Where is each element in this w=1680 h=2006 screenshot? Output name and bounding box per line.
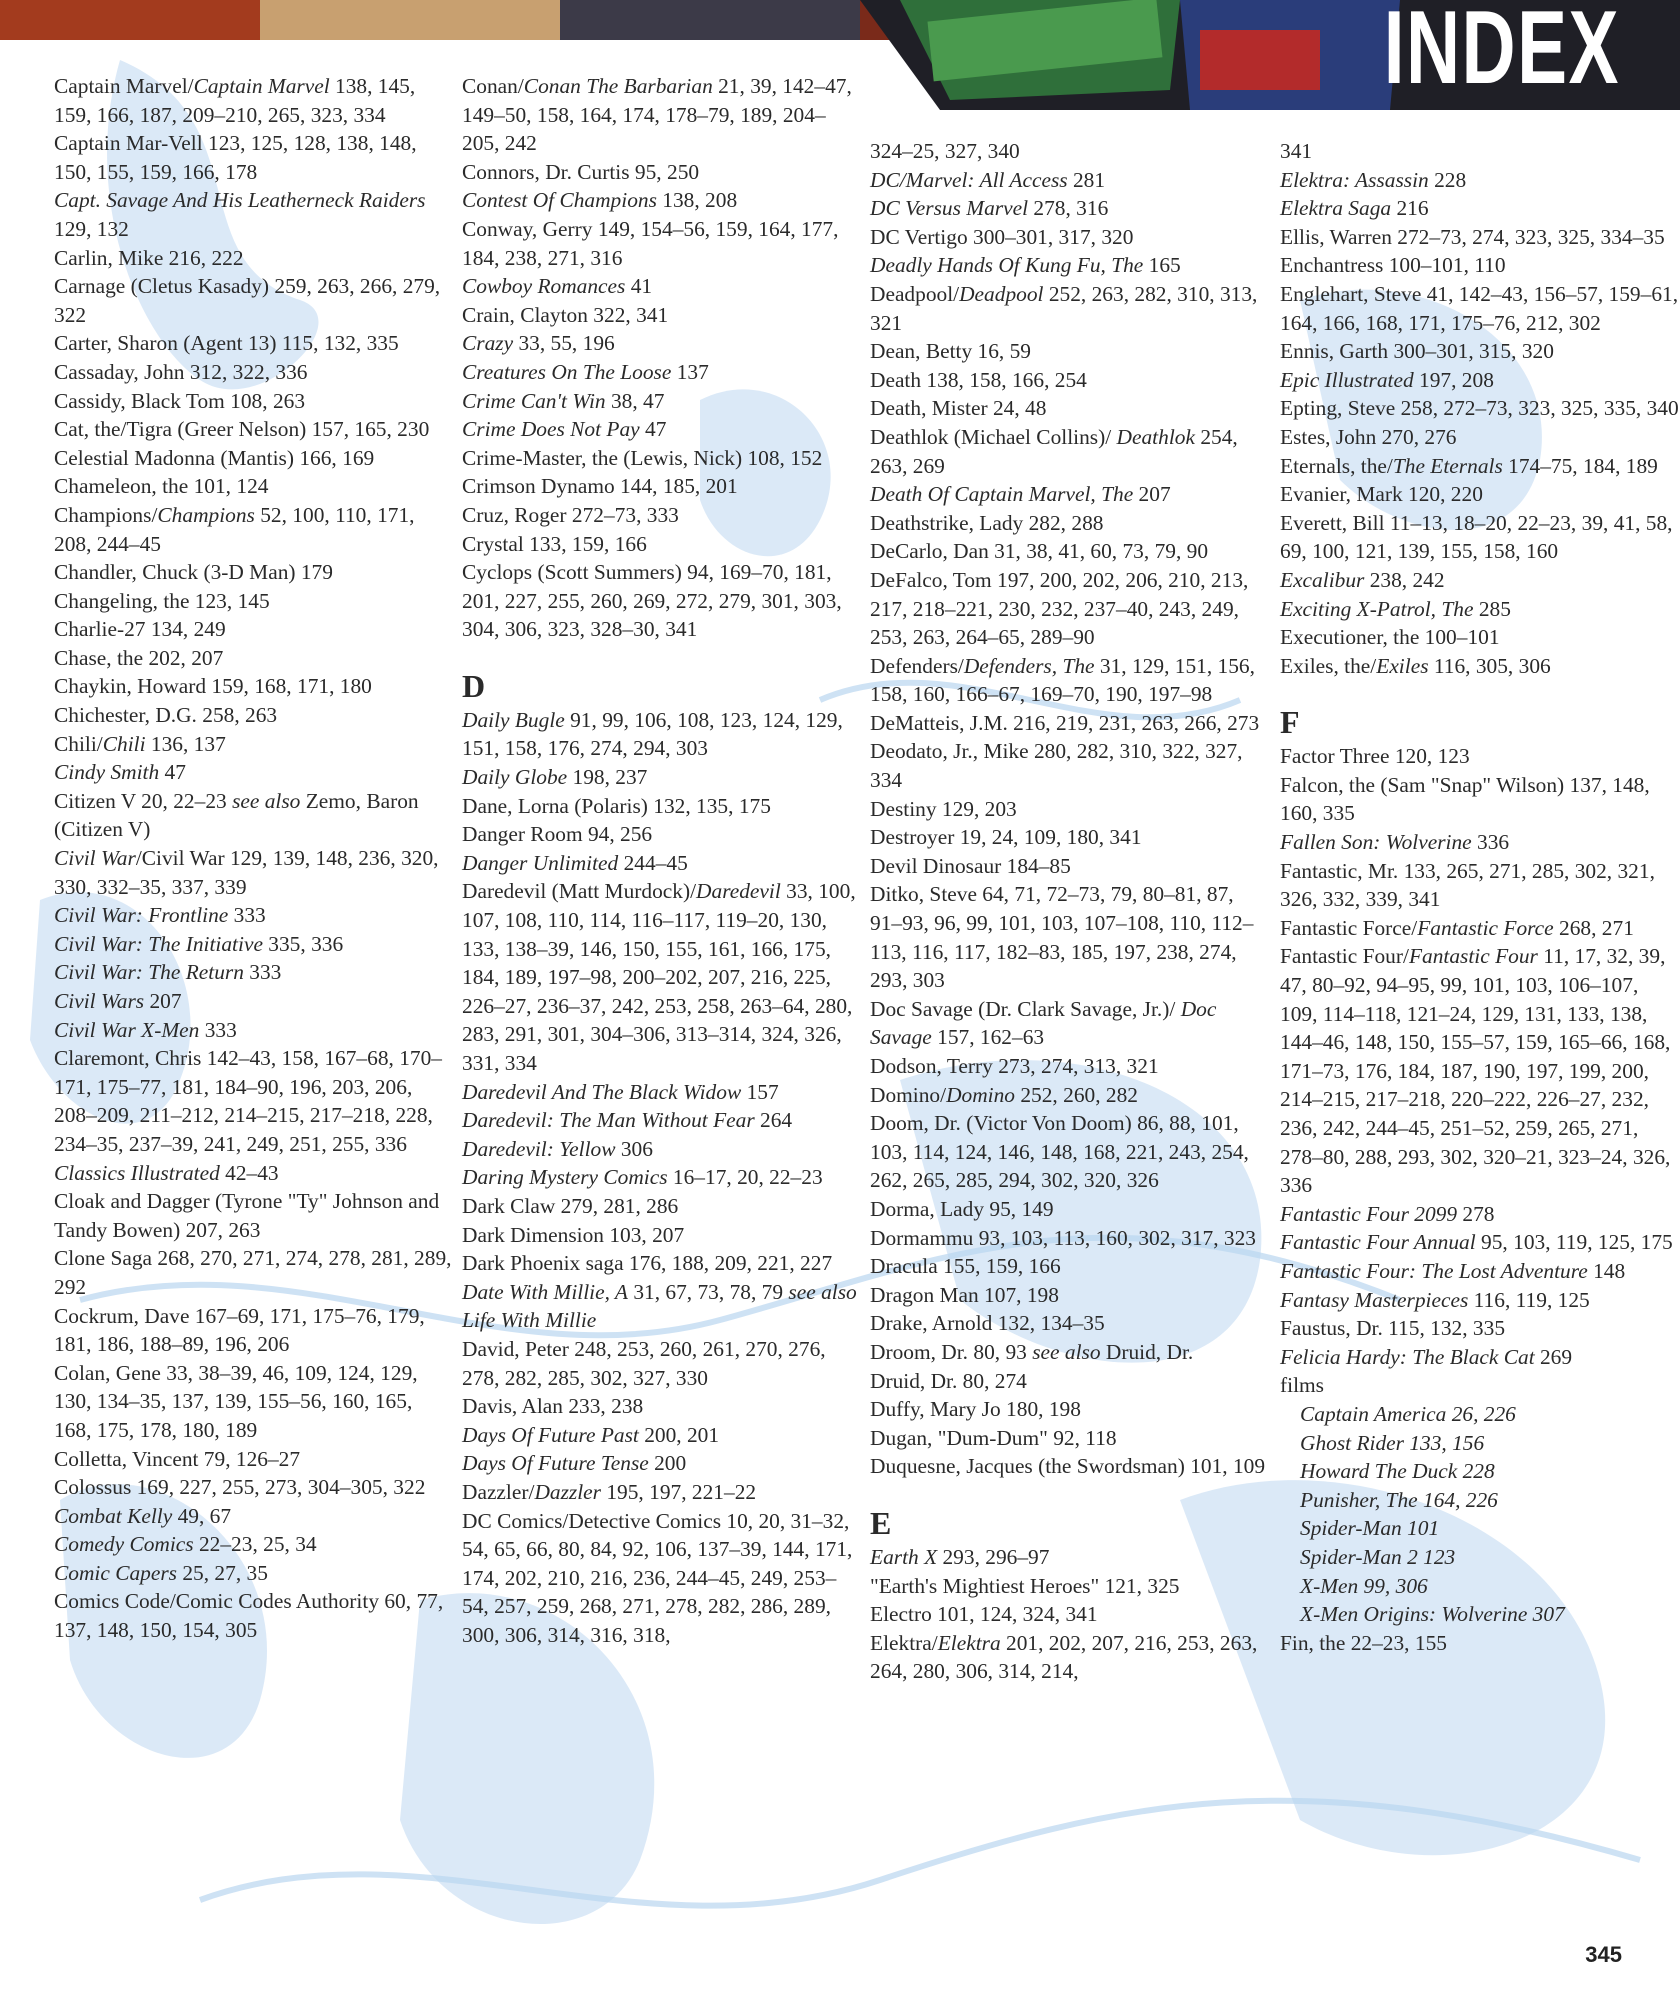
index-entry: Fantastic Force/Fantastic Force 268, 271 — [1280, 915, 1634, 940]
index-entry: Faustus, Dr. 115, 132, 335 — [1280, 1316, 1506, 1341]
index-entry: Falcon, the (Sam "Snap" Wilson) 137, 148, 160, 335 — [1280, 772, 1650, 826]
index-entry: Drake, Arnold 132, 134–35 — [870, 1311, 1105, 1336]
index-column-3 — [870, 137, 1270, 1686]
index-entry: Celestial Madonna (Mantis) 166, 169 — [54, 445, 375, 470]
index-entry: Elektra Saga 216 — [1280, 196, 1429, 221]
index-entry: Civil War: The Initiative 335, 336 — [54, 931, 344, 956]
index-entry: Colossus 169, 227, 255, 273, 304–305, 322 — [54, 1475, 426, 1500]
index-entry: Doom, Dr. (Victor Von Doom) 86, 88, 101, 103, 114, 124, 146, 148, 168, 221, 243, 254, 262, 265, 285, 294, 302, 320, 326 — [870, 1111, 1249, 1193]
section-letter: D — [462, 667, 486, 704]
index-entry: X-Men Origins: Wolverine 307 — [1300, 1602, 1565, 1627]
index-entry: Champions/Champions 52, 100, 110, 171, 208, 244–45 — [54, 502, 415, 556]
index-entry: Electro 101, 124, 324, 341 — [870, 1602, 1098, 1627]
index-entry: Cassidy, Black Tom 108, 263 — [54, 388, 306, 413]
index-entry: Spider-Man 101 — [1300, 1516, 1440, 1541]
index-entry: Danger Unlimited 244–45 — [462, 850, 688, 875]
index-entry: Crazy 33, 55, 196 — [462, 331, 615, 356]
index-entry: Dormammu 93, 103, 113, 160, 302, 317, 323 — [870, 1225, 1257, 1250]
index-entry: Cat, the/Tigra (Greer Nelson) 157, 165, 230 — [54, 417, 430, 442]
index-entry: Danger Room 94, 256 — [462, 822, 653, 847]
index-entry: Daredevil (Matt Murdock)/Daredevil 33, 100, 107, 108, 110, 114, 116–117, 119–20, 130, 133, 138–39, 146, 150, 155, 161, 166, 175, 184, 189, 197–98, 200–202, 207, 216, 225, 226–27, 236–37, 242, 253, 258, 263–64, 280, 283, 291, 301, 304–306, 313–314, 324, 326, 331, 334 — [462, 879, 856, 1075]
index-entry: Daredevil: Yellow 306 — [462, 1136, 653, 1161]
page-number: 345 — [1585, 1942, 1622, 1967]
section-letter: F — [1280, 704, 1300, 741]
index-entry: Creatures On The Loose 137 — [462, 359, 709, 384]
index-entry: Days Of Future Tense 200 — [462, 1451, 687, 1476]
index-entry: Felicia Hardy: The Black Cat 269 — [1280, 1344, 1573, 1369]
index-entry: Dean, Betty 16, 59 — [870, 339, 1031, 364]
index-entry: Cassaday, John 312, 322, 336 — [54, 359, 308, 384]
index-entry: Deathstrike, Lady 282, 288 — [870, 510, 1104, 535]
index-entry: Chase, the 202, 207 — [54, 645, 224, 670]
index-entry: Exiles, the/Exiles 116, 305, 306 — [1280, 653, 1551, 678]
index-entry: Daily Bugle 91, 99, 106, 108, 123, 124, 129, 151, 158, 176, 274, 294, 303 — [462, 707, 843, 761]
index-entry: Cowboy Romances 41 — [462, 274, 653, 299]
index-entry: Crime Does Not Pay 47 — [462, 417, 667, 442]
index-entry: Carnage (Cletus Kasady) 259, 263, 266, 279, 322 — [54, 274, 441, 327]
section-letter: E — [870, 1504, 892, 1541]
index-entry: DC Vertigo 300–301, 317, 320 — [870, 224, 1134, 249]
index-entry: David, Peter 248, 253, 260, 261, 270, 276, 278, 282, 285, 302, 327, 330 — [462, 1336, 826, 1390]
index-entry: Epting, Steve 258, 272–73, 323, 325, 335, 340 — [1280, 396, 1679, 421]
index-entry: Dorma, Lady 95, 149 — [870, 1196, 1054, 1221]
index-entry: Estes, John 270, 276 — [1280, 424, 1457, 449]
page-title: INDEX — [1383, 0, 1620, 106]
index-entry: Daredevil: The Man Without Fear 264 — [462, 1108, 793, 1133]
index-entry: DC/Marvel: All Access 281 — [870, 167, 1106, 192]
index-entry: Ditko, Steve 64, 71, 72–73, 79, 80–81, 87, 91–93, 96, 99, 101, 103, 107–108, 110, 112–113, 116, 117, 182–83, 185, 197, 238, 274, 293, 303 — [870, 882, 1254, 993]
index-entry: Fantastic Four/Fantastic Four 11, 17, 32, 39, 47, 80–92, 94–95, 99, 101, 103, 106–107, 109, 114–118, 121–24, 129, 131, 133, 138, 144–46, 148, 150, 155–57, 159, 165–66, 168, 171–73, 176, 184, 187, 190, 197, 199, 200, 214–215, 217–218, 220–222, 226–27, 232, 236, 242, 244–45, 251–52, 259, 265, 271, 278–80, 288, 293, 302, 320–21, 323–24, 326, 336 — [1280, 944, 1671, 1198]
index-column-1 — [54, 72, 454, 1645]
index-entry: Cruz, Roger 272–73, 333 — [462, 502, 679, 527]
index-entry: Fantastic, Mr. 133, 265, 271, 285, 302, 321, 326, 332, 339, 341 — [1280, 858, 1655, 912]
index-entry: Fin, the 22–23, 155 — [1280, 1630, 1447, 1655]
index-entry: Carter, Sharon (Agent 13) 115, 132, 335 — [54, 331, 399, 356]
index-entry: Capt. Savage And His Leatherneck Raiders 129, 132 — [54, 188, 426, 241]
index-entry: "Earth's Mightiest Heroes" 121, 325 — [870, 1573, 1180, 1598]
index-entry: 341 — [1280, 139, 1313, 163]
index-entry: Destroyer 19, 24, 109, 180, 341 — [870, 825, 1142, 850]
index-entry: 324–25, 327, 340 — [870, 139, 1020, 163]
index-entry: Crain, Clayton 322, 341 — [462, 302, 669, 327]
index-entry: Ennis, Garth 300–301, 315, 320 — [1280, 339, 1554, 364]
index-entry: Daredevil And The Black Widow 157 — [462, 1079, 779, 1104]
index-entry: Exciting X-Patrol, The 285 — [1280, 596, 1511, 621]
index-entry: DC Comics/Detective Comics 10, 20, 31–32, 54, 65, 66, 80, 84, 92, 106, 137–39, 144, 171, 174, 202, 210, 216, 236, 244–45, 249, 253–54, 257, 259, 268, 271, 278, 282, 286, 289, 300, 306, 314, 316, 318, — [462, 1508, 853, 1647]
index-entry: Chaykin, Howard 159, 168, 171, 180 — [54, 674, 372, 699]
index-entry: Dracula 155, 159, 166 — [870, 1254, 1061, 1279]
index-entry: Druid, Dr. 80, 274 — [870, 1368, 1027, 1393]
index-entry: Everett, Bill 11–13, 18–20, 22–23, 39, 41, 58, 69, 100, 121, 139, 155, 158, 160 — [1280, 510, 1673, 564]
index-column-4 — [1280, 137, 1680, 1657]
index-entry: Devil Dinosaur 184–85 — [870, 853, 1071, 878]
index-entry: Carlin, Mike 216, 222 — [54, 245, 244, 270]
index-entry: DeMatteis, J.M. 216, 219, 231, 263, 266, 273 — [870, 710, 1260, 735]
index-entry: Death 138, 158, 166, 254 — [870, 367, 1087, 392]
index-entry: Dark Dimension 103, 207 — [462, 1222, 685, 1247]
index-entry: Death Of Captain Marvel, The 207 — [870, 482, 1171, 507]
index-entry: Punisher, The 164, 226 — [1300, 1487, 1498, 1512]
index-entry: Eternals, the/The Eternals 174–75, 184, 189 — [1280, 453, 1658, 478]
index-entry: Fantastic Four Annual 95, 103, 119, 125, 175 — [1280, 1230, 1673, 1255]
index-entry: Englehart, Steve 41, 142–43, 156–57, 159–61, 164, 166, 168, 171, 175–76, 212, 302 — [1280, 281, 1679, 335]
index-entry: Daily Globe 198, 237 — [462, 765, 648, 790]
index-entry: Dark Phoenix saga 176, 188, 209, 221, 227 — [462, 1251, 833, 1276]
index-entry: Comics Code/Comic Codes Authority 60, 77, 137, 148, 150, 154, 305 — [54, 1589, 444, 1643]
index-entry: Contest Of Champions 138, 208 — [462, 188, 738, 213]
index-entry: Citizen V 20, 22–23 see also Zemo, Baron (Citizen V) — [54, 788, 419, 842]
index-entry: Date With Millie, A 31, 67, 73, 78, 79 see also Life With Millie — [462, 1279, 857, 1333]
index-entry: Civil Wars 207 — [54, 989, 182, 1013]
index-entry: Deodato, Jr., Mike 280, 282, 310, 322, 327, 334 — [870, 739, 1243, 793]
index-entry: Civil War X-Men 333 — [54, 1017, 237, 1042]
index-entry: Combat Kelly 49, 67 — [54, 1503, 232, 1528]
index-entry: Dane, Lorna (Polaris) 132, 135, 175 — [462, 793, 771, 818]
index-entry: Executioner, the 100–101 — [1280, 625, 1500, 650]
index-entry: Defenders/Defenders, The 31, 129, 151, 156, 158, 160, 166–67, 169–70, 190, 197–98 — [870, 653, 1255, 707]
index-entry: Dugan, "Dum-Dum" 92, 118 — [870, 1425, 1117, 1450]
index-entry: Civil War: Frontline 333 — [54, 903, 266, 928]
index-entry: Fallen Son: Wolverine 336 — [1280, 830, 1510, 855]
index-entry: Crime-Master, the (Lewis, Nick) 108, 152 — [462, 445, 823, 470]
index-entry: Charlie-27 134, 249 — [54, 617, 226, 642]
index-entry: Factor Three 120, 123 — [1280, 744, 1470, 769]
index-entry: Crystal 133, 159, 166 — [462, 531, 647, 556]
index-entry: Epic Illustrated 197, 208 — [1280, 367, 1494, 392]
index-entry: Crimson Dynamo 144, 185, 201 — [462, 474, 738, 499]
index-entry: Comic Capers 25, 27, 35 — [54, 1560, 268, 1585]
index-entry: Deadpool/Deadpool 252, 263, 282, 310, 313, 321 — [870, 281, 1258, 335]
index-entry: Cockrum, Dave 167–69, 171, 175–76, 179, 181, 186, 188–89, 196, 206 — [54, 1303, 425, 1357]
index-entry: Duffy, Mary Jo 180, 198 — [870, 1397, 1081, 1422]
index-entry: Elektra/Elektra 201, 202, 207, 216, 253, 263, 264, 280, 306, 314, 214, — [870, 1630, 1258, 1684]
index-entry: Colan, Gene 33, 38–39, 46, 109, 124, 129, 130, 134–35, 137, 139, 155–56, 160, 165, 168, 175, 178, 180, 189 — [54, 1360, 418, 1442]
index-entry: films — [1280, 1373, 1324, 1398]
index-entry: Enchantress 100–101, 110 — [1280, 253, 1506, 278]
index-entry: Captain America 26, 226 — [1300, 1401, 1516, 1426]
index-entry: Days Of Future Past 200, 201 — [462, 1422, 720, 1447]
index-entry: Duquesne, Jacques (the Swordsman) 101, 109 — [870, 1454, 1266, 1479]
index-entry: Changeling, the 123, 145 — [54, 588, 270, 613]
index-entry: Death, Mister 24, 48 — [870, 396, 1047, 421]
index-entry: Clone Saga 268, 270, 271, 274, 278, 281, 289, 292 — [54, 1246, 452, 1299]
index-entry: Excalibur 238, 242 — [1280, 567, 1445, 592]
index-column-2 — [462, 72, 862, 1649]
index-entry: Cloak and Dagger (Tyrone "Ty" Johnson and Tandy Bowen) 207, 263 — [54, 1189, 440, 1242]
index-entry: Claremont, Chris 142–43, 158, 167–68, 170–171, 175–77, 181, 184–90, 196, 203, 206, 208–209, 211–212, 214–215, 217–218, 228, 234–35, 237–39, 241, 249, 251, 255, 336 — [54, 1046, 442, 1156]
index-entry: Deadly Hands Of Kung Fu, The 165 — [870, 253, 1181, 278]
index-entry: Colletta, Vincent 79, 126–27 — [54, 1446, 301, 1471]
index-entry: Evanier, Mark 120, 220 — [1280, 482, 1483, 507]
index-entry: Howard The Duck 228 — [1300, 1459, 1495, 1484]
index-entry: DeFalco, Tom 197, 200, 202, 206, 210, 213, 217, 218–221, 230, 232, 237–40, 243, 249, 253, 263, 264–65, 289–90 — [870, 567, 1249, 650]
index-entry: Chameleon, the 101, 124 — [54, 474, 269, 499]
index-entry: Dazzler/Dazzler 195, 197, 221–22 — [462, 1479, 757, 1504]
index-entry: Civil War: The Return 333 — [54, 960, 282, 985]
index-entry: X-Men 99, 306 — [1300, 1573, 1428, 1598]
index-entry: Civil War/Civil War 129, 139, 148, 236, 320, 330, 332–35, 337, 339 — [54, 846, 439, 899]
index-entry: Captain Mar-Vell 123, 125, 128, 138, 148, 150, 155, 159, 166, 178 — [54, 131, 417, 184]
index-entry: Fantastic Four: The Lost Adventure 148 — [1280, 1258, 1626, 1283]
index-entry: Destiny 129, 203 — [870, 796, 1017, 821]
index-entry: Crime Can't Win 38, 47 — [462, 388, 665, 413]
index-entry: Dodson, Terry 273, 274, 313, 321 — [870, 1054, 1159, 1078]
index-entry: Doc Savage (Dr. Clark Savage, Jr.)/ Doc Savage 157, 162–63 — [870, 996, 1217, 1050]
index-entry: Daring Mystery Comics 16–17, 20, 22–23 — [462, 1165, 823, 1190]
index-entry: Davis, Alan 233, 238 — [462, 1394, 644, 1419]
index-entry: Captain Marvel/Captain Marvel 138, 145, 159, 166, 187, 209–210, 265, 323, 334 — [54, 74, 416, 127]
index-entry: Ghost Rider 133, 156 — [1300, 1430, 1485, 1455]
index-entry: Deathlok (Michael Collins)/ Deathlok 254, 263, 269 — [870, 424, 1238, 478]
index-entry: Chili/Chili 136, 137 — [54, 731, 226, 756]
index-entry: Chandler, Chuck (3-D Man) 179 — [54, 560, 333, 585]
index-entry: Dragon Man 107, 198 — [870, 1282, 1059, 1307]
index-entry: Spider-Man 2 123 — [1300, 1544, 1456, 1569]
index-entry: Comedy Comics 22–23, 25, 34 — [54, 1532, 317, 1557]
index-entry: Domino/Domino 252, 260, 282 — [870, 1082, 1138, 1107]
index-entry: Cindy Smith 47 — [54, 760, 186, 785]
index-entry: Ellis, Warren 272–73, 274, 323, 325, 334–35 — [1280, 224, 1665, 249]
index-entry: Earth X 293, 296–97 — [870, 1544, 1050, 1569]
index-entry: Droom, Dr. 80, 93 see also Druid, Dr. — [870, 1339, 1194, 1364]
index-entry: Fantasy Masterpieces 116, 119, 125 — [1280, 1287, 1590, 1312]
index-entry: Chichester, D.G. 258, 263 — [54, 703, 278, 728]
index-entry: Connors, Dr. Curtis 95, 250 — [462, 159, 700, 184]
index-entry: Elektra: Assassin 228 — [1280, 167, 1467, 192]
index-entry: Conan/Conan The Barbarian 21, 39, 142–47, 149–50, 158, 164, 174, 178–79, 189, 204–205, 242 — [462, 74, 852, 156]
index-entry: Cyclops (Scott Summers) 94, 169–70, 181, 201, 227, 255, 260, 269, 272, 279, 301, 303, 304, 306, 323, 328–30, 341 — [462, 560, 842, 642]
index-entry: DeCarlo, Dan 31, 38, 41, 60, 73, 79, 90 — [870, 539, 1209, 564]
index-entry: Fantastic Four 2099 278 — [1280, 1201, 1495, 1226]
index-entry: Classics Illustrated 42–43 — [54, 1160, 279, 1185]
index-entry: Dark Claw 279, 281, 286 — [462, 1193, 679, 1218]
index-entry: Conway, Gerry 149, 154–56, 159, 164, 177, 184, 238, 271, 316 — [462, 216, 839, 270]
index-entry: DC Versus Marvel 278, 316 — [870, 196, 1109, 221]
